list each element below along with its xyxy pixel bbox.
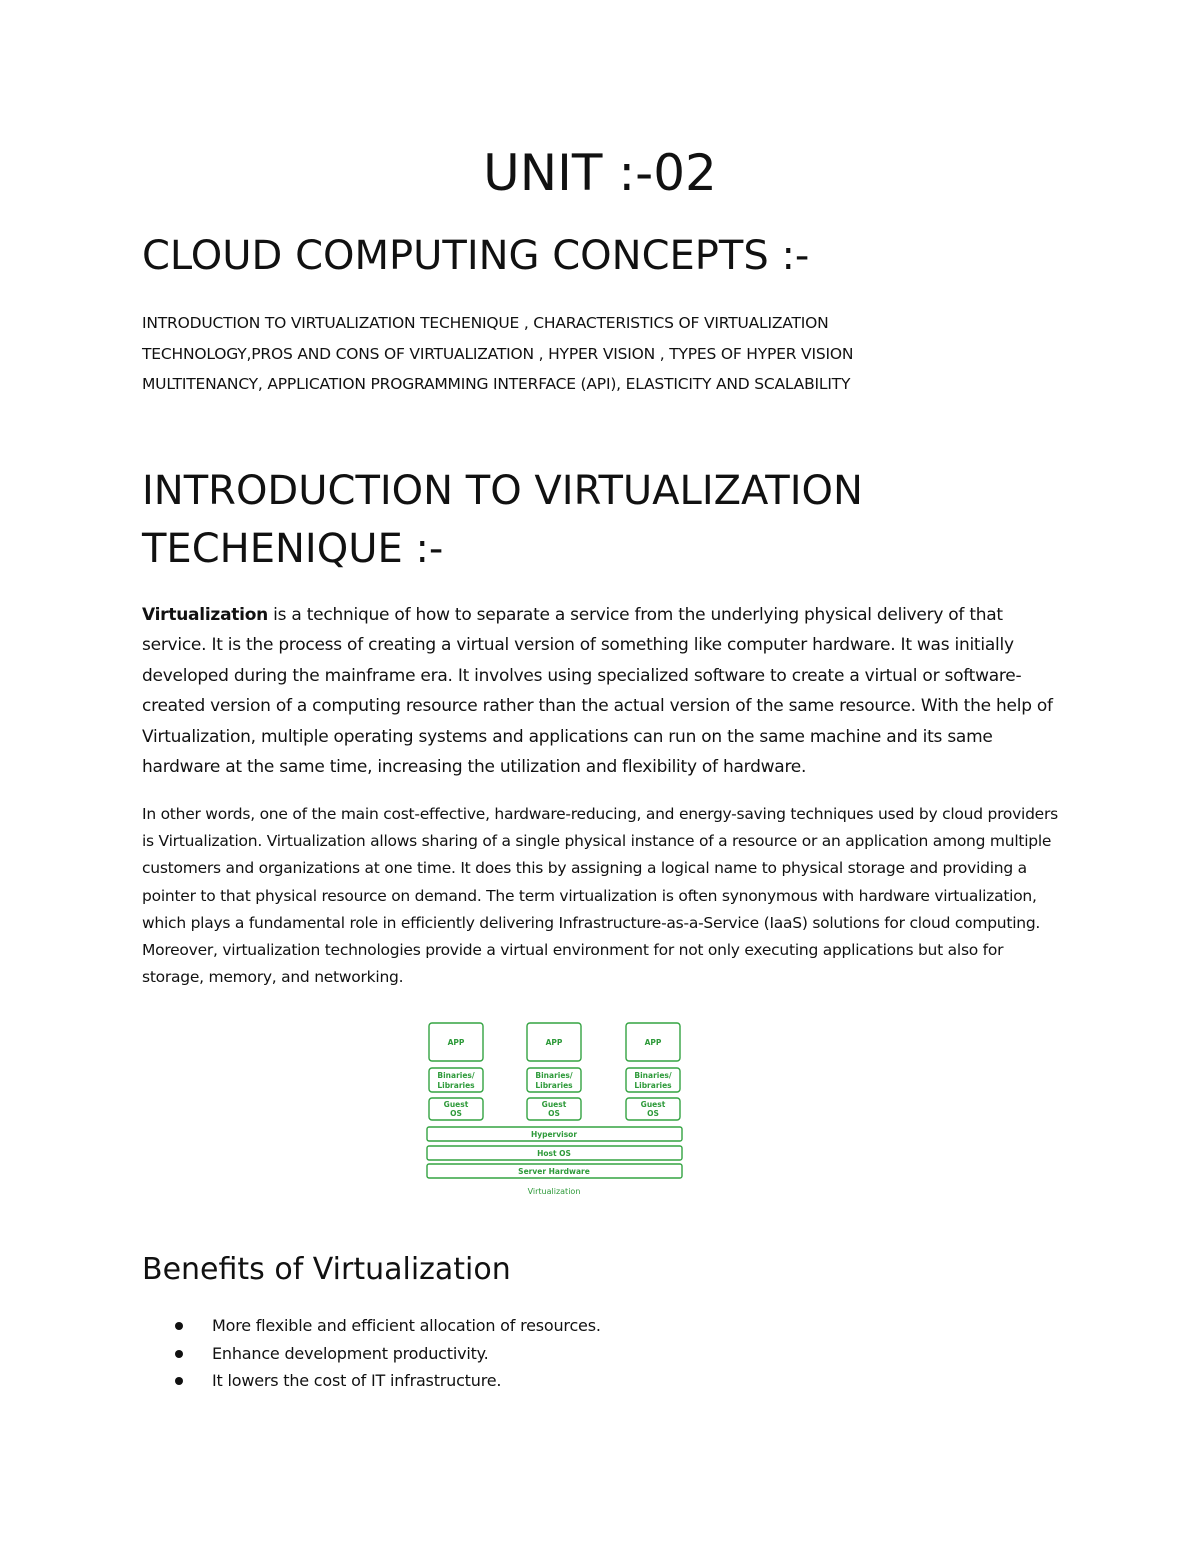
- diagram-caption: Virtualization: [527, 1187, 581, 1196]
- topics-line: MULTITENANCY, APPLICATION PROGRAMMING INTERFACE (API), ELASTICITY AND SCALABILITY: [142, 375, 851, 393]
- binaries-label: Binaries/: [535, 1071, 573, 1080]
- os-label: OS: [647, 1109, 659, 1118]
- benefit-text: It lowers the cost of IT infrastructure.: [212, 1371, 502, 1390]
- host-os-label: Host OS: [537, 1149, 571, 1158]
- intro-heading: [142, 462, 1102, 578]
- topics-list: [142, 308, 1072, 400]
- app-label: APP: [545, 1038, 563, 1047]
- list-item: [142, 1367, 1042, 1395]
- binaries-label: Binaries/: [437, 1071, 475, 1080]
- concepts-heading: CLOUD COMPUTING CONCEPTS :-: [142, 233, 810, 279]
- benefits-list: [142, 1312, 1042, 1395]
- term-virtualization: Virtualization: [142, 605, 269, 625]
- benefit-text: More flexible and efficient allocation of resources.: [212, 1316, 601, 1335]
- intro-paragraph-text: is a technique of how to separate a service from the underlying physical delivery of that service. It is the process of creating a virtual version of something like computer hardware. It was initially developed during the mainframe era. It involves using specialized software to create a virtual or software-created version of a computing resource rather than the actual version of the same resource. With the help of Virtualization, multiple operating systems and applications can run on the same machine and its same hardware at the same time, increasing the utilization and flexibility of hardware.: [142, 605, 1053, 778]
- intro-heading-line: TECHENIQUE :-: [142, 526, 444, 572]
- list-item: [142, 1340, 1042, 1368]
- app-label: APP: [644, 1038, 662, 1047]
- intro-heading-line: INTRODUCTION TO VIRTUALIZATION: [142, 468, 863, 514]
- list-item: [142, 1312, 1042, 1340]
- benefits-heading: Benefits of Virtualization: [142, 1252, 511, 1287]
- server-hardware-label: Server Hardware: [518, 1167, 590, 1176]
- bullet-icon: [175, 1322, 183, 1330]
- guest-label: Guest: [541, 1100, 567, 1109]
- intro-paragraph: [142, 600, 1067, 782]
- hypervisor-label: Hypervisor: [530, 1130, 578, 1139]
- app-label: APP: [447, 1038, 465, 1047]
- virtualization-diagram: [424, 1020, 686, 1200]
- guest-label: Guest: [640, 1100, 666, 1109]
- binaries-label: Binaries/: [634, 1071, 672, 1080]
- guest-label: Guest: [443, 1100, 469, 1109]
- libraries-label: Libraries: [437, 1081, 475, 1090]
- unit-title: UNIT :-02: [483, 144, 717, 202]
- bullet-icon: [175, 1377, 183, 1385]
- other-words-paragraph: In other words, one of the main cost-effective, hardware-reducing, and energy-saving techniques used by cloud providers is Virtualization. Virtualization allows sharing of a single physical instance of a resource or an application among multiple customers and organizations at one time. It does this by assigning a logical name to physical storage and providing a pointer to that physical resource on demand. The term virtualization is often synonymous with hardware virtualization, which plays a fundamental role in efficiently delivering Infrastructure-as-a-Service (IaaS) solutions for cloud computing. Moreover, virtualization technologies provide a virtual environment for not only executing applications but also for storage, memory, and networking.: [142, 805, 1058, 987]
- topics-line: INTRODUCTION TO VIRTUALIZATION TECHENIQUE , CHARACTERISTICS OF VIRTUALIZATION: [142, 314, 829, 332]
- benefit-text: Enhance development productivity.: [212, 1343, 489, 1363]
- topics-line: TECHNOLOGY,PROS AND CONS OF VIRTUALIZATION , HYPER VISION , TYPES OF HYPER VISION: [142, 344, 854, 363]
- bullet-icon: [175, 1350, 183, 1358]
- virtualization-diagram-svg: [424, 1020, 686, 1200]
- os-label: OS: [450, 1109, 462, 1118]
- os-label: OS: [548, 1109, 560, 1118]
- libraries-label: Libraries: [535, 1081, 573, 1090]
- libraries-label: Libraries: [634, 1081, 672, 1090]
